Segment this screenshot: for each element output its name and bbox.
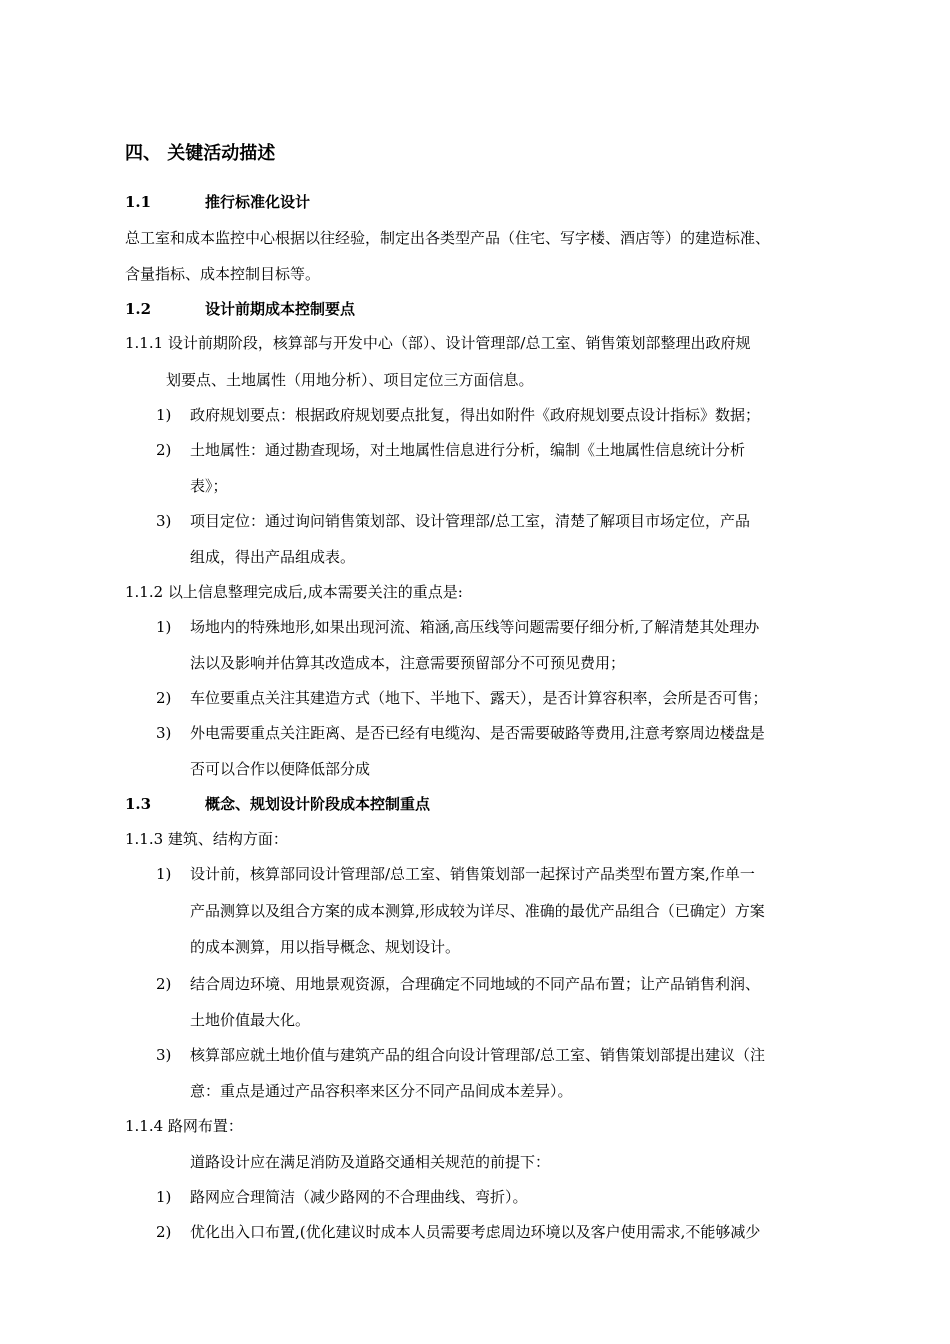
list-number: 2)	[156, 441, 172, 459]
paragraph-line: 划要点、土地属性（用地分析）、项目定位三方面信息。	[166, 371, 534, 389]
list-item: 核算部应就土地价值与建筑产品的组合向设计管理部/总工室、销售策划部提出建议（注	[190, 1046, 766, 1064]
list-number: 1)	[156, 406, 172, 424]
paragraph-line: 1.1.1 设计前期阶段，核算部与开发中心（部）、设计管理部/总工室、销售策划部整理出政府规	[125, 334, 751, 352]
list-item-continuation: 组成，得出产品组成表。	[190, 548, 356, 566]
list-item: 土地属性：通过勘查现场，对土地属性信息进行分析，编制《土地属性信息统计分析	[190, 441, 746, 459]
section-heading: 四、 关键活动描述	[125, 143, 276, 164]
list-number: 2)	[156, 975, 172, 993]
list-item: 场地内的特殊地形,如果出现河流、箱涵,高压线等问题需要仔细分析,了解清楚其处理办	[190, 618, 760, 636]
paragraph-line: 道路设计应在满足消防及道路交通相关规范的前提下：	[190, 1153, 551, 1171]
list-item: 车位要重点关注其建造方式（地下、半地下、露天），是否计算容积率，会所是否可售；	[190, 689, 768, 707]
list-item-continuation: 土地价值最大化。	[190, 1011, 311, 1029]
list-item: 结合周边环境、用地景观资源，合理确定不同地域的不同产品布置；让产品销售利润、	[190, 975, 761, 993]
list-number: 3)	[156, 1046, 172, 1064]
section-title: 设计前期成本控制要点	[205, 300, 356, 318]
section-number: 1.2	[125, 300, 152, 318]
list-item: 设计前，核算部同设计管理部/总工室、销售策划部一起探讨产品类型布置方案,作单一	[190, 865, 755, 883]
list-number: 1)	[156, 865, 172, 883]
section-title: 概念、规划设计阶段成本控制重点	[205, 795, 431, 813]
list-number: 3)	[156, 512, 172, 530]
list-item-continuation: 否可以合作以便降低部分成	[190, 760, 371, 778]
paragraph-line: 1.1.3 建筑、结构方面：	[125, 830, 288, 848]
list-item-continuation: 意：重点是通过产品容积率来区分不同产品间成本差异）。	[190, 1082, 573, 1100]
list-number: 3)	[156, 724, 172, 742]
list-number: 1)	[156, 618, 172, 636]
list-item-continuation: 法以及影响并估算其改造成本，注意需要预留部分不可预见费用；	[190, 654, 626, 672]
list-item: 外电需要重点关注距离、是否已经有电缆沟、是否需要破路等费用,注意考察周边楼盘是	[190, 724, 765, 742]
section-number: 1.1	[125, 193, 152, 211]
list-item: 优化出入口布置,(优化建议时成本人员需要考虑周边环境以及客户使用需求,不能够减少	[190, 1223, 761, 1241]
list-item-continuation: 表》；	[190, 477, 228, 495]
list-item: 项目定位：通过询问销售策划部、设计管理部/总工室，清楚了解项目市场定位，产品	[190, 512, 751, 530]
paragraph-line: 总工室和成本监控中心根据以往经验，制定出各类型产品（住宅、写字楼、酒店等）的建造标准、	[125, 229, 771, 247]
list-number: 2)	[156, 689, 172, 707]
paragraph-line: 1.1.4 路网布置：	[125, 1117, 243, 1135]
paragraph-line: 含量指标、成本控制目标等。	[125, 265, 321, 283]
list-item: 路网应合理简洁（减少路网的不合理曲线、弯折）。	[190, 1188, 528, 1206]
list-item: 政府规划要点：根据政府规划要点批复，得出如附件《政府规划要点设计指标》数据；	[190, 406, 761, 424]
list-item-continuation: 产品测算以及组合方案的成本测算,形成较为详尽、准确的最优产品组合（已确定）方案	[190, 902, 765, 920]
list-number: 2)	[156, 1223, 172, 1241]
section-number: 1.3	[125, 795, 152, 813]
list-item-continuation: 的成本测算，用以指导概念、规划设计。	[190, 938, 461, 956]
section-title: 推行标准化设计	[205, 193, 311, 211]
paragraph-line: 1.1.2 以上信息整理完成后,成本需要关注的重点是:	[125, 583, 463, 601]
list-number: 1)	[156, 1188, 172, 1206]
